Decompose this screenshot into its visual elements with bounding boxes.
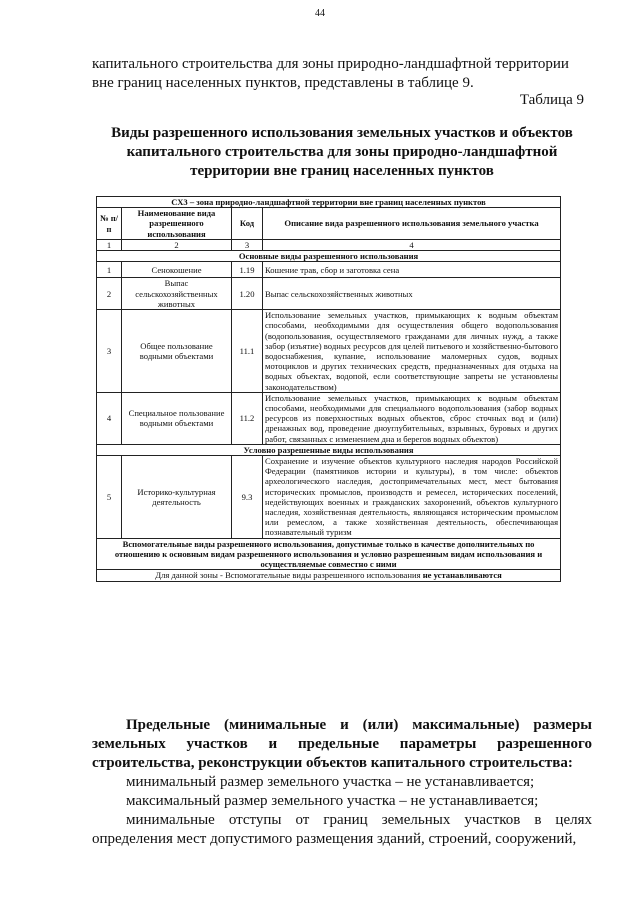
zone-header-row — [97, 197, 561, 208]
row-code: 1.19 — [232, 262, 263, 278]
header-num: № п/п — [97, 208, 122, 240]
row-num: 5 — [97, 456, 122, 539]
table-row — [97, 310, 561, 393]
header-row — [97, 208, 561, 240]
col-number: 3 — [232, 239, 263, 250]
zone-header: СХ3 – зона природно-ландшафтной территории вне границ населенных пунктов — [97, 197, 561, 208]
header-code: Код — [232, 208, 263, 240]
column-number-row — [97, 239, 561, 250]
row-desc: Использование земельных участков, примыкающих к водным объектам способами, необходимыми для специального водопользования (забор водных ресурсов из поверхностных водных объектов, сброс сточных вод и (или) дренажных вод, проведение дноуглубительных, взрывных, буровых и других работ, связанных с изменением дна и берегов водных объектов) — [263, 392, 561, 444]
table-row — [97, 392, 561, 444]
col-number: 2 — [122, 239, 232, 250]
table-title: Виды разрешенного использования земельных участков и объектов капитального строительства для зоны природно-ландшафтной территории вне границ населенных пунктов — [111, 125, 573, 179]
row-num: 2 — [97, 278, 122, 310]
row-desc: Сохранение и изучение объектов культурного наследия народов Российской Федерации (памятников истории и культуры), в том числе: объектов археологического наследия, достопримечательных мест, мест бытования исторических промыслов, производств и ремесел, исторических поселений, недействующих военных и гражданских захоронений, объектов культурного наследия, хозяйственная деятельность, являющаяся историческим промыслом или ремеслом, а также хозяйственная деятельность, обеспечивающая познавательный туризм — [263, 456, 561, 539]
row-name: Сенокошение — [122, 262, 232, 278]
table-row — [97, 456, 561, 539]
section-conditional-heading: Условно разрешенные виды использования — [97, 444, 561, 455]
limit-min-size: минимальный размер земельного участка – не устанавливается; — [126, 774, 535, 790]
limits-heading: Предельные (минимальные и (или) максимальные) размеры земельных участков и предельные параметры разрешенного строительства, реконструкции объектов капитального строительства: — [92, 717, 592, 771]
row-code: 1.20 — [232, 278, 263, 310]
table-label: Таблица 9 — [519, 92, 584, 108]
intro-line-1: капитального строительства для зоны природно-ландшафтной территории — [92, 56, 569, 72]
col-number: 4 — [263, 239, 561, 250]
aux-note-prefix: Для данной зоны - Вспомогательные виды разрешенного использования — [155, 570, 421, 581]
section-main-heading: Основные виды разрешенного использования — [97, 251, 561, 262]
row-name: Историко-культурная деятельность — [122, 456, 232, 539]
section-aux-heading: Вспомогательные виды разрешенного использования, допустимые только в качестве дополнительных по отношению к основным видам разрешенного использования и условно разрешенным видам использования и осуществляемые совместно с ними — [97, 538, 561, 570]
section-row — [97, 251, 561, 262]
row-desc: Использование земельных участков, примыкающих к водным объектам способами, необходимыми для осуществления общего водопользования (водопользования, осуществляемого гражданами для личных нужд, а также забор (изъятие) водных ресурсов для целей питьевого и хозяйственно-бытового водоснабжения, купание, использование маломерных судов, водных мотоциклов и других технических средств, предназначенных для отдыха на водных объектах, водопой, если соответствующие запреты не установлены законодательством) — [263, 310, 561, 393]
aux-note-row — [97, 570, 561, 581]
row-num: 1 — [97, 262, 122, 278]
row-desc: Выпас сельскохозяйственных животных — [263, 278, 561, 310]
page-number: 44 — [315, 8, 325, 19]
limit-setbacks: минимальные отступы от границ земельных участков в целях определения мест допустимого размещения зданий, строений, сооружений, — [92, 812, 592, 847]
col-number: 1 — [97, 239, 122, 250]
land-use-table — [96, 196, 561, 582]
row-num: 3 — [97, 310, 122, 393]
table-row — [97, 262, 561, 278]
aux-note-status: не устанавливаются — [422, 570, 502, 581]
section-row — [97, 538, 561, 570]
table-row — [97, 278, 561, 310]
row-name: Специальное пользование водными объектами — [122, 392, 232, 444]
row-code: 9.3 — [232, 456, 263, 539]
limit-max-size: максимальный размер земельного участка – не устанавливается; — [126, 793, 539, 809]
row-code: 11.1 — [232, 310, 263, 393]
row-name: Выпас сельскохозяйственных животных — [122, 278, 232, 310]
row-num: 4 — [97, 392, 122, 444]
aux-note — [97, 570, 561, 581]
row-code: 11.2 — [232, 392, 263, 444]
section-row — [97, 444, 561, 455]
row-name: Общее пользование водными объектами — [122, 310, 232, 393]
header-name: Наименование вида разрешенного использования — [122, 208, 232, 240]
row-desc: Кошение трав, сбор и заготовка сена — [263, 262, 561, 278]
header-desc: Описание вида разрешенного использования земельного участка — [263, 208, 561, 240]
intro-line-2: вне границ населенных пунктов, представлены в таблице 9. — [92, 75, 474, 91]
